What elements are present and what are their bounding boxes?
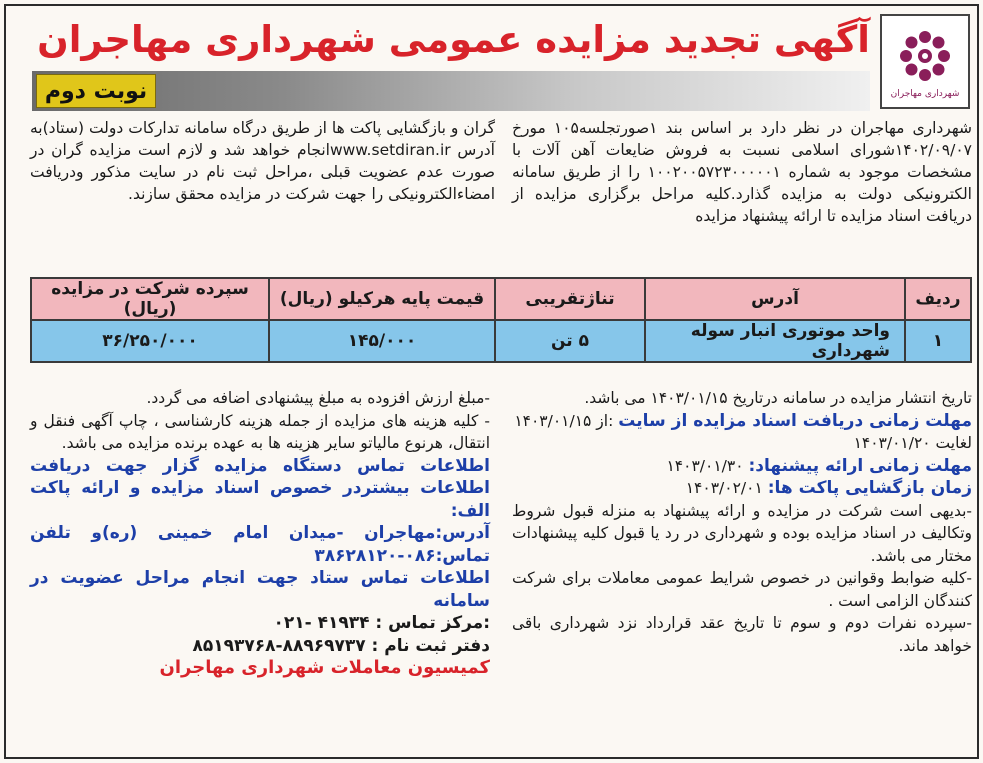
details-right-column <box>512 387 972 657</box>
download-deadline-label: مهلت زمانی دریافت اسناد مزایده از سایت <box>618 410 972 431</box>
round-badge: نوبت دوم <box>36 74 156 108</box>
municipality-logo <box>880 14 970 109</box>
auction-table <box>30 277 972 363</box>
download-to-date: لغایت ۱۴۰۳/۰۱/۲۰ <box>853 434 972 452</box>
registry-office: دفتر ثبت نام : ۸۸۹۶۹۷۳۷-۸۵۱۹۳۷۶۸ <box>192 635 490 656</box>
contact-heading: اطلاعات تماس دستگاه مزایده گزار جهت دریافت اطلاعات بیشتردر خصوص اسناد مزایده و ارائه پاکت الف: <box>30 455 490 521</box>
ad-title: آگهی تجدید مزایده عمومی شهرداری مهاجران <box>37 18 870 61</box>
table-row <box>31 320 971 362</box>
vat-note: -مبلغ ارزش افزوده به مبلغ پیشنهادی اضافه می گردد. <box>146 389 490 407</box>
opening-time-date: ۱۴۰۳/۰۲/۰۱ <box>685 479 763 497</box>
opening-time-label: زمان بازگشایی پاکت ها: <box>767 478 972 498</box>
table-header-row <box>31 278 971 320</box>
flower-logo-icon <box>894 25 956 87</box>
cell-row-number: ۱ <box>905 320 971 362</box>
intro-left-paragraph: گران و بازگشایی پاکت ها از طریق درگاه سامانه تدارکات دولت (ستاد)به آدرس www.setdiran.irانجام خواهد شد و لازم است مزایده گران در صورت عدم عضویت قبلی ،مراحل ثبت نام در سایت مذکور ودریافت امضاءالکترونیکی را جهت شرکت در مزایده محقق سازند. <box>30 119 495 203</box>
cell-tonnage: ۵ تن <box>495 320 645 362</box>
offer-deadline-label: مهلت زمانی ارائه پیشنهاد: <box>748 455 972 476</box>
note-regulations: -کلیه ضوابط وقوانین در خصوص شرایط عمومی معاملات برای شرکت کنندگان الزامی است . <box>512 569 972 610</box>
header-row-number: ردیف <box>905 278 971 320</box>
signature-line: کمیسیون معاملات شهرداری مهاجران <box>159 657 490 678</box>
cell-deposit: ۳۶/۲۵۰/۰۰۰ <box>31 320 269 362</box>
cell-address: واحد موتوری انبار سوله شهرداری <box>645 320 905 362</box>
download-from-date: :از ۱۴۰۳/۰۱/۱۵ <box>514 411 614 430</box>
costs-note: - کلیه هزینه های مزایده از جمله هزینه کارشناسی ، چاپ آگهی فنقل و انتقال، هرنوع مالیاتو سایر هزینه ها به عهده برنده مزایده می باشد. <box>30 411 490 452</box>
publish-date-text: تاریخ انتشار مزایده در سامانه درتاریخ ۱۴۰۳/۰۱/۱۵ می باشد. <box>584 389 972 407</box>
setad-call-center: :مرکز تماس : ۴۱۹۳۴ -۰۲۱ <box>273 613 490 633</box>
intro-right-paragraph: شهرداری مهاجران در نظر دارد بر اساس بند ۱صورتجلسه۱۰۵ مورخ ۱۴۰۲/۰۹/۰۷شورای اسلامی نسبت به فروش ضایعات آهن آلات با مشخصات موجود به شماره ۱۰۰۲۰۰۵۷۲۳۰۰۰۰۰۱ را از طریق سامانه الکترونیکی دولت به مزایده گذارد.کلیه مراحل برگزاری مزایده از دریافت اسناد مزایده تا ارائه پیشنهاد مزایده <box>512 119 972 225</box>
round-bar <box>32 71 870 111</box>
note-deposits: -سپرده نفرات دوم و سوم تا تاریخ عقد قرارداد نزد شهرداری باقی خواهد ماند. <box>512 614 972 655</box>
details-left-column <box>30 387 490 680</box>
header-address: آدرس <box>645 278 905 320</box>
logo-caption: شهرداری مهاجران <box>890 88 960 99</box>
offer-deadline-date: ۱۴۰۳/۰۱/۳۰ <box>666 456 744 475</box>
note-participation: -بدیهی است شرکت در مزایده و ارائه پیشنهاد به منزله قبول شروط وتکالیف در اسناد مزایده بوده و شهرداری در رد یا قبول کلیه پیشنهادات مختار می باشد. <box>512 501 972 565</box>
header-tonnage: تناژتقریبی <box>495 278 645 320</box>
setad-heading: اطلاعات تماس ستاد جهت انجام مراحل عضویت در سامانه <box>30 568 490 611</box>
header-deposit: سپرده شرکت در مزایده (ریال) <box>31 278 269 320</box>
cell-base-price: ۱۴۵/۰۰۰ <box>269 320 495 362</box>
contact-address: آدرس:مهاجران -میدان امام خمینی (ره)و تلفن تماس:۰۸۶-۳۸۶۲۸۱۲۰ <box>30 523 490 566</box>
header-base-price: قیمت پایه هرکیلو (ریال) <box>269 278 495 320</box>
